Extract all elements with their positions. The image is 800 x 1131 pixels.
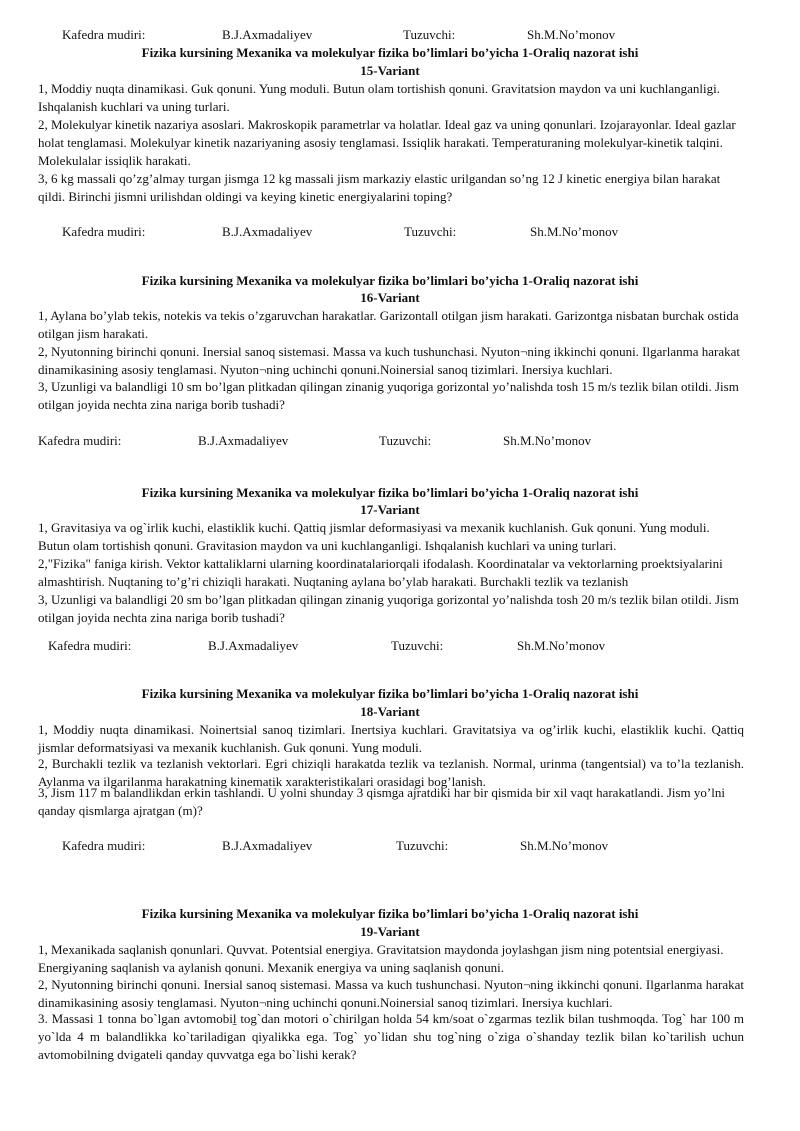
question-2: 2,"Fizika" faniga kirish. Vektor kattaliklarni ularning koordinatalariorqali ifodalash. Koordinatalar va vektorlarning proektsiyalarini almashtirish. Nuqtaning to’g’ri chiziqli harakati. Nuqtaning aylana bo’ylab harakati. Burchakli tezlik va tezlanish [38, 556, 723, 589]
signature-line [0, 433, 800, 451]
head-label: Kafedra mudiri: [62, 838, 146, 853]
question-3: 3, Jism 117 m balandlikdan erkin tashlandi. U yolni shunday 3 qismga ajratdiki har bir qismida bir xil vaqt harakatlandi. Jism yo’lni qanday qismlarga ajratgan (m)? [38, 785, 725, 818]
author-label: Tuzuvchi: [403, 27, 456, 42]
variant-label: 18-Variant [360, 704, 420, 719]
question-2: 2, Burchakli tezlik va tezlanish vektorlari. Egri chiziqli harakatda tezlik va tezlanish. Normal, urinma (tangentsial) va to’la tezlanish. Aylanma va ilgarilanma harakatning kinematik xarakteristikalari orasidagi bog’lanish. [38, 756, 744, 789]
head-label: Kafedra mudiri: [62, 224, 146, 239]
head-name: B.J.Axmadaliyev [222, 27, 313, 42]
signature-line [0, 224, 800, 242]
author-name: Sh.M.No’monov [530, 224, 619, 239]
question-1: 1, Moddiy nuqta dinamikasi. Guk qonuni. Yung moduli. Butun olam tortishish qonuni. Gravitatsion maydon va uni kuchlanganligi. Ishqalanish kuchlari va uning turlari. [38, 81, 720, 114]
question-2: 2, Molekulyar kinetik nazariya asoslari. Makroskopik parametrlar va holatlar. Ideal gaz va uning qonunlari. Izojarayonlar. Ideal gazlar holat tenglamasi. Molekulyar kinetik nazariyaning asosiy tenglamasi. Issiqlik harakati. Temperaturaning molekulyar-kinetik talqini. Molekulalar issiqlik harakati. [38, 117, 736, 168]
exam-title: Fizika kursining Mexanika va molekulyar fizika bo’limlari bo’yicha 1-Oraliq nazorat ishi [141, 686, 639, 701]
exam-title: Fizika kursining Mexanika va molekulyar fizika bo’limlari bo’yicha 1-Oraliq nazorat ishi [141, 906, 639, 921]
head-name: B.J.Axmadaliyev [208, 638, 299, 653]
author-name: Sh.M.No’monov [520, 838, 609, 853]
variant-label: 16-Variant [360, 290, 420, 305]
signature-line [0, 838, 800, 856]
question-3: 3, 6 kg massali qo’zg’almay turgan jismga 12 kg massali jism markaziy elastic urilgandan so’ng 12 J kinetic energiya bilan harakat qildi. Birinchi jismni urilishdan oldingi va keying kinetic energiyalarini toping? [38, 171, 721, 204]
question-1: 1, Aylana bo’ylab tekis, notekis va tekis o’zgaruvchan harakatlar. Garizontall otilgan jism harakati. Garizontga nisbatan burchak ostida otilgan jism harakati. [38, 308, 739, 341]
head-name: B.J.Axmadaliyev [222, 838, 313, 853]
head-label: Kafedra mudiri: [62, 27, 146, 42]
author-label: Tuzuvchi: [391, 638, 444, 653]
head-name: B.J.Axmadaliyev [222, 224, 313, 239]
author-label: Tuzuvchi: [379, 433, 432, 448]
head-label: Kafedra mudiri: [38, 433, 122, 448]
question-2: 2, Nyutonning birinchi qonuni. Inersial sanoq sistemasi. Massa va kuch tushunchasi. Nyuton¬ning ikkinchi qonuni. Ilgarlanma harakat dinamikasining asosiy tenglamasi. Nyuton¬ning uchinchi qonuni.Noinersial sanoq tizimlari. Inersiya kuchlari. [38, 344, 740, 377]
exam-title: Fizika kursining Mexanika va molekulyar fizika bo’limlari bo’yicha 1-Oraliq nazorat ishi [141, 45, 639, 60]
signature-line [0, 27, 800, 45]
signature-line [0, 638, 800, 656]
question-3: 3, Uzunligi va balandligi 20 sm bo’lgan plitkadan qilingan zinanig yuqoriga gorizontal yo’nalishda tosh 20 m/s tezlik bilan otildi. Jism otilgan joyida nechta zina nariga borib tushadi? [38, 592, 739, 625]
exam-title: Fizika kursining Mexanika va molekulyar fizika bo’limlari bo’yicha 1-Oraliq nazorat ishi [141, 273, 639, 288]
variant-label: 17-Variant [360, 502, 420, 517]
question-3: 3. Massasi 1 tonna bo`lgan avtomobiḻ tog`dan motori o`chirilgan holda 54 km/soat o`zgarmas tezlik bilan tushmoqda. Tog` har 100 m yo`lda 4 m balandlikka ko`tariladigan qiyalikka ega. Tog` yo`lidan shu tog`ning o`ziga o`shanday tezlik bilan ko`tarilish uchun avtomobilning dvigateli qanday quvvatga ega bo`lishi kerak? [38, 1011, 744, 1062]
question-1: 1, Gravitasiya va og`irlik kuchi, elastiklik kuchi. Qattiq jismlar deformasiyasi va mexanik kuchlanish. Guk qonuni. Yung moduli. Butun olam tortishish qonuni. Gravitasion maydon va uni kuchlanganligi. Ishqalanish kuchlari va uning turlari. [38, 520, 710, 553]
exam-title: Fizika kursining Mexanika va molekulyar fizika bo’limlari bo’yicha 1-Oraliq nazorat ishi [141, 485, 639, 500]
author-name: Sh.M.No’monov [503, 433, 592, 448]
head-name: B.J.Axmadaliyev [198, 433, 289, 448]
variant-label: 15-Variant [360, 63, 420, 78]
author-label: Tuzuvchi: [396, 838, 449, 853]
author-label: Tuzuvchi: [404, 224, 457, 239]
question-2: 2, Nyutonning birinchi qonuni. Inersial sanoq sistemasi. Massa va kuch tushunchasi. Nyuton¬ning ikkinchi qonuni. Ilgarlanma harakat dinamikasining asosiy tenglamasi. Nyuton¬ning uchinchi qonuni.Noinersial sanoq tizimlari. Inersiya kuchlari. [38, 977, 744, 1010]
question-1: 1, Moddiy nuqta dinamikasi. Noinertsial sanoq tizimlari. Inertsiya kuchlari. Gravitatsiya va og’irlik kuchi, elastiklik kuchi. Qattiq jismlar deformatsiyasi va mexanik kuchlanish. Guk qonuni. Yung moduli. [38, 722, 744, 755]
question-3: 3, Uzunligi va balandligi 10 sm bo’lgan plitkadan qilingan zinanig yuqoriga gorizontal yo’nalishda tosh 15 m/s tezlik bilan otildi. Jism otilgan joyida nechta zina nariga borib tushadi? [38, 379, 739, 412]
head-label: Kafedra mudiri: [48, 638, 132, 653]
question-1: 1, Mexanikada saqlanish qonunlari. Quvvat. Potentsial energiya. Gravitatsion maydonda joylashgan jism ning potentsial energiyasi. Energiyaning saqlanish va aylanish qonuni. Mexanik energiya va uning saqlanish qonuni. [38, 942, 724, 975]
variant-label: 19-Variant [360, 924, 420, 939]
author-name: Sh.M.No’monov [527, 27, 616, 42]
author-name: Sh.M.No’monov [517, 638, 606, 653]
